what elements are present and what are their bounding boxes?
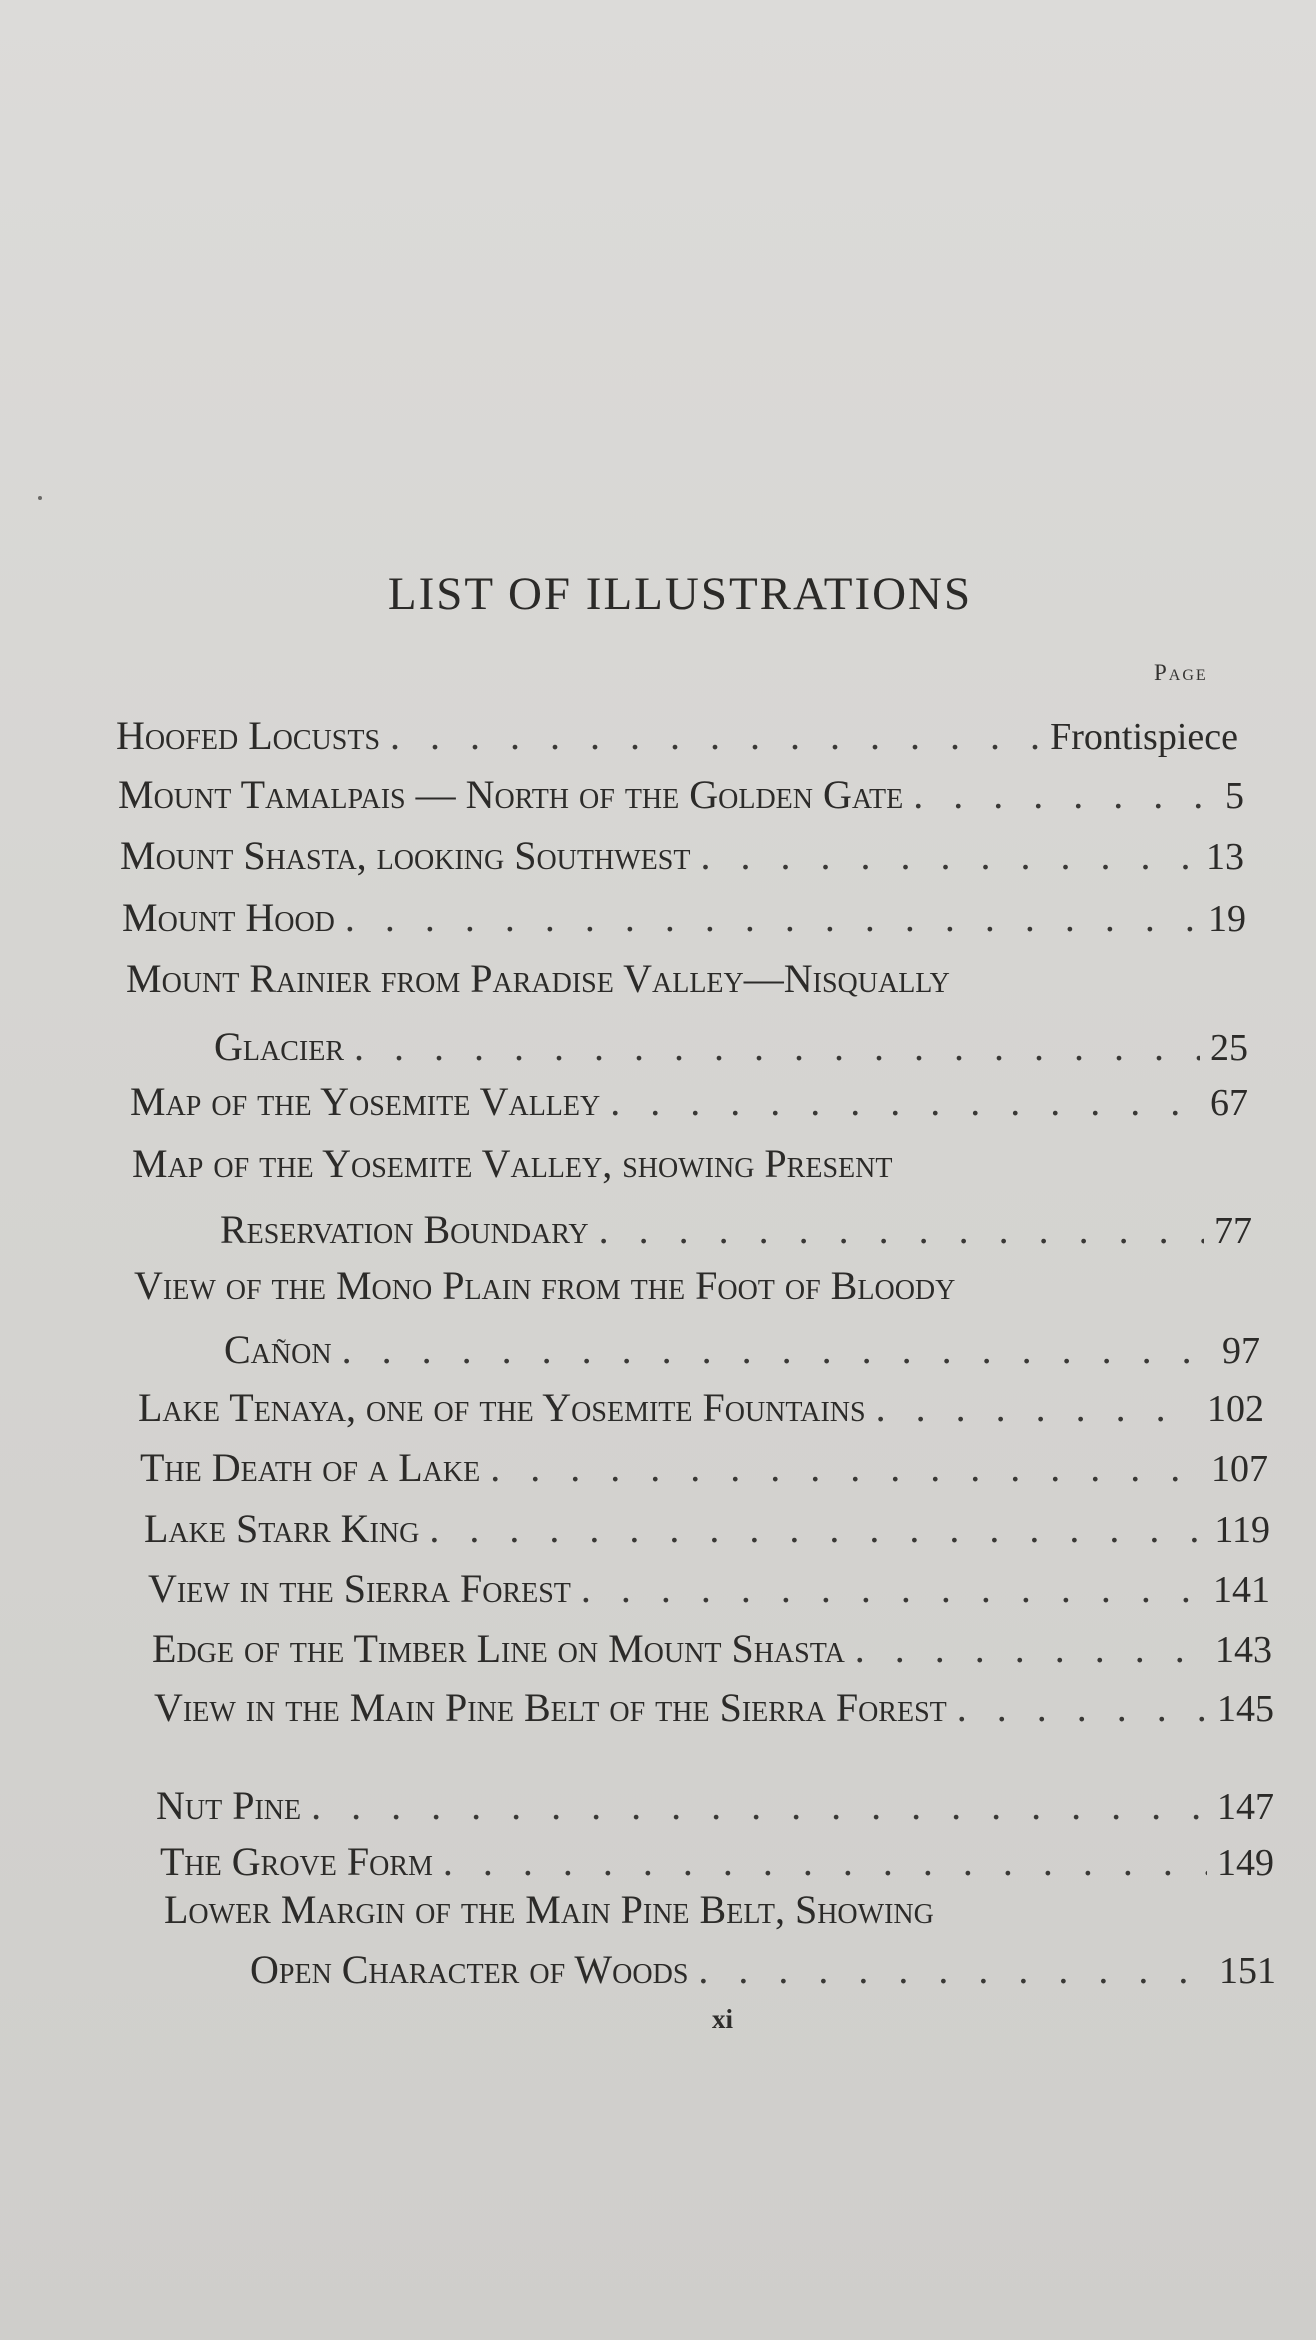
entry-page-number: 5 [1225, 775, 1244, 817]
entry-title: The Death of a Lake [140, 1445, 481, 1490]
dot-leader [345, 894, 1198, 942]
entry-title: The Grove Form [160, 1839, 433, 1884]
entry-page-number: 151 [1219, 1950, 1276, 1992]
entry-page-number: 19 [1208, 898, 1246, 940]
entry-line [144, 1505, 1270, 1554]
entry-title: Mount Rainier from Paradise Valley—Nisqually [126, 956, 950, 1001]
entry-title: Map of the Yosemite Valley [130, 1079, 601, 1124]
entry-line [134, 1262, 1244, 1310]
entry-continuation-line [250, 1946, 1276, 1995]
entry-title: View in the Sierra Forest [148, 1566, 571, 1611]
entry-page-number: 102 [1207, 1388, 1264, 1430]
entry-page-number: 13 [1206, 836, 1244, 878]
entry-line [120, 832, 1244, 881]
entry-continuation-line [224, 1326, 1260, 1375]
dot-leader [698, 1946, 1209, 1994]
entry-page-number: 97 [1222, 1330, 1260, 1372]
entry-line [130, 1078, 1248, 1127]
entry-line [140, 1444, 1268, 1493]
entry-line [148, 1565, 1270, 1614]
entry-page-number: 77 [1214, 1210, 1252, 1252]
dot-leader [876, 1384, 1197, 1432]
entry-page-number: 107 [1211, 1448, 1268, 1490]
entry-page-number: 149 [1217, 1842, 1274, 1884]
entry-page-number: 67 [1210, 1082, 1248, 1124]
entry-line [138, 1384, 1264, 1433]
dot-leader [429, 1505, 1204, 1553]
entry-line [118, 771, 1244, 820]
entry-line [126, 955, 1236, 1003]
page-folio: xi [712, 2004, 734, 2034]
dot-leader [342, 1326, 1212, 1374]
dot-leader [913, 771, 1215, 819]
dot-leader [354, 1023, 1200, 1071]
entry-line [122, 894, 1246, 943]
dot-leader [957, 1684, 1207, 1732]
entry-continuation-line [214, 1023, 1248, 1072]
entry-page-number: 145 [1217, 1688, 1274, 1730]
entry-title-continuation: Glacier [214, 1024, 344, 1069]
dot-leader [311, 1782, 1207, 1830]
entry-title: Lake Tenaya, one of the Yosemite Fountains [138, 1385, 866, 1430]
entry-continuation-line [220, 1206, 1252, 1255]
entry-title: Mount Hood [122, 895, 335, 940]
entry-line [156, 1782, 1274, 1831]
entry-line [132, 1140, 1242, 1188]
entry-title: Mount Shasta, looking Southwest [120, 833, 691, 878]
entry-title: Nut Pine [156, 1783, 302, 1828]
dot-leader [581, 1565, 1203, 1613]
dot-leader [390, 712, 1040, 760]
entry-line [160, 1838, 1274, 1887]
entry-line [164, 1886, 1264, 1934]
dot-leader [443, 1838, 1207, 1886]
dot-leader [599, 1206, 1204, 1254]
entry-title: Hoofed Locusts [116, 713, 381, 758]
entry-line [152, 1625, 1272, 1674]
entry-page-number: Frontispiece [1050, 716, 1238, 758]
dot-leader [700, 832, 1196, 880]
entry-title: Lower Margin of the Main Pine Belt, Showing [164, 1887, 934, 1932]
entry-page-number: 141 [1213, 1569, 1270, 1611]
entry-title: View of the Mono Plain from the Foot of Bloody [134, 1263, 956, 1308]
page-column-heading: Page [1154, 660, 1208, 685]
entry-title: Mount Tamalpais — North of the Golden Gate [118, 772, 904, 817]
entry-title: Map of the Yosemite Valley, showing Present [132, 1141, 893, 1186]
entry-line [154, 1684, 1274, 1733]
entry-title: Lake Starr King [144, 1506, 420, 1551]
entry-title: View in the Main Pine Belt of the Sierra Forest [154, 1685, 947, 1730]
entry-line [116, 712, 1238, 761]
entry-page-number: 147 [1217, 1786, 1274, 1828]
entry-page-number: 119 [1214, 1509, 1270, 1551]
dot-leader [855, 1625, 1205, 1673]
dot-leader [610, 1078, 1200, 1126]
entry-title: Edge of the Timber Line on Mount Shasta [152, 1626, 845, 1671]
page-title: LIST OF ILLUSTRATIONS [387, 568, 973, 620]
dot-leader [490, 1444, 1201, 1492]
entry-title-continuation: Cañon [224, 1327, 332, 1372]
entry-page-number: 143 [1215, 1629, 1272, 1671]
entry-title-continuation: Reservation Boundary [220, 1207, 589, 1252]
entry-title-continuation: Open Character of Woods [250, 1947, 689, 1992]
entry-page-number: 25 [1210, 1027, 1248, 1069]
